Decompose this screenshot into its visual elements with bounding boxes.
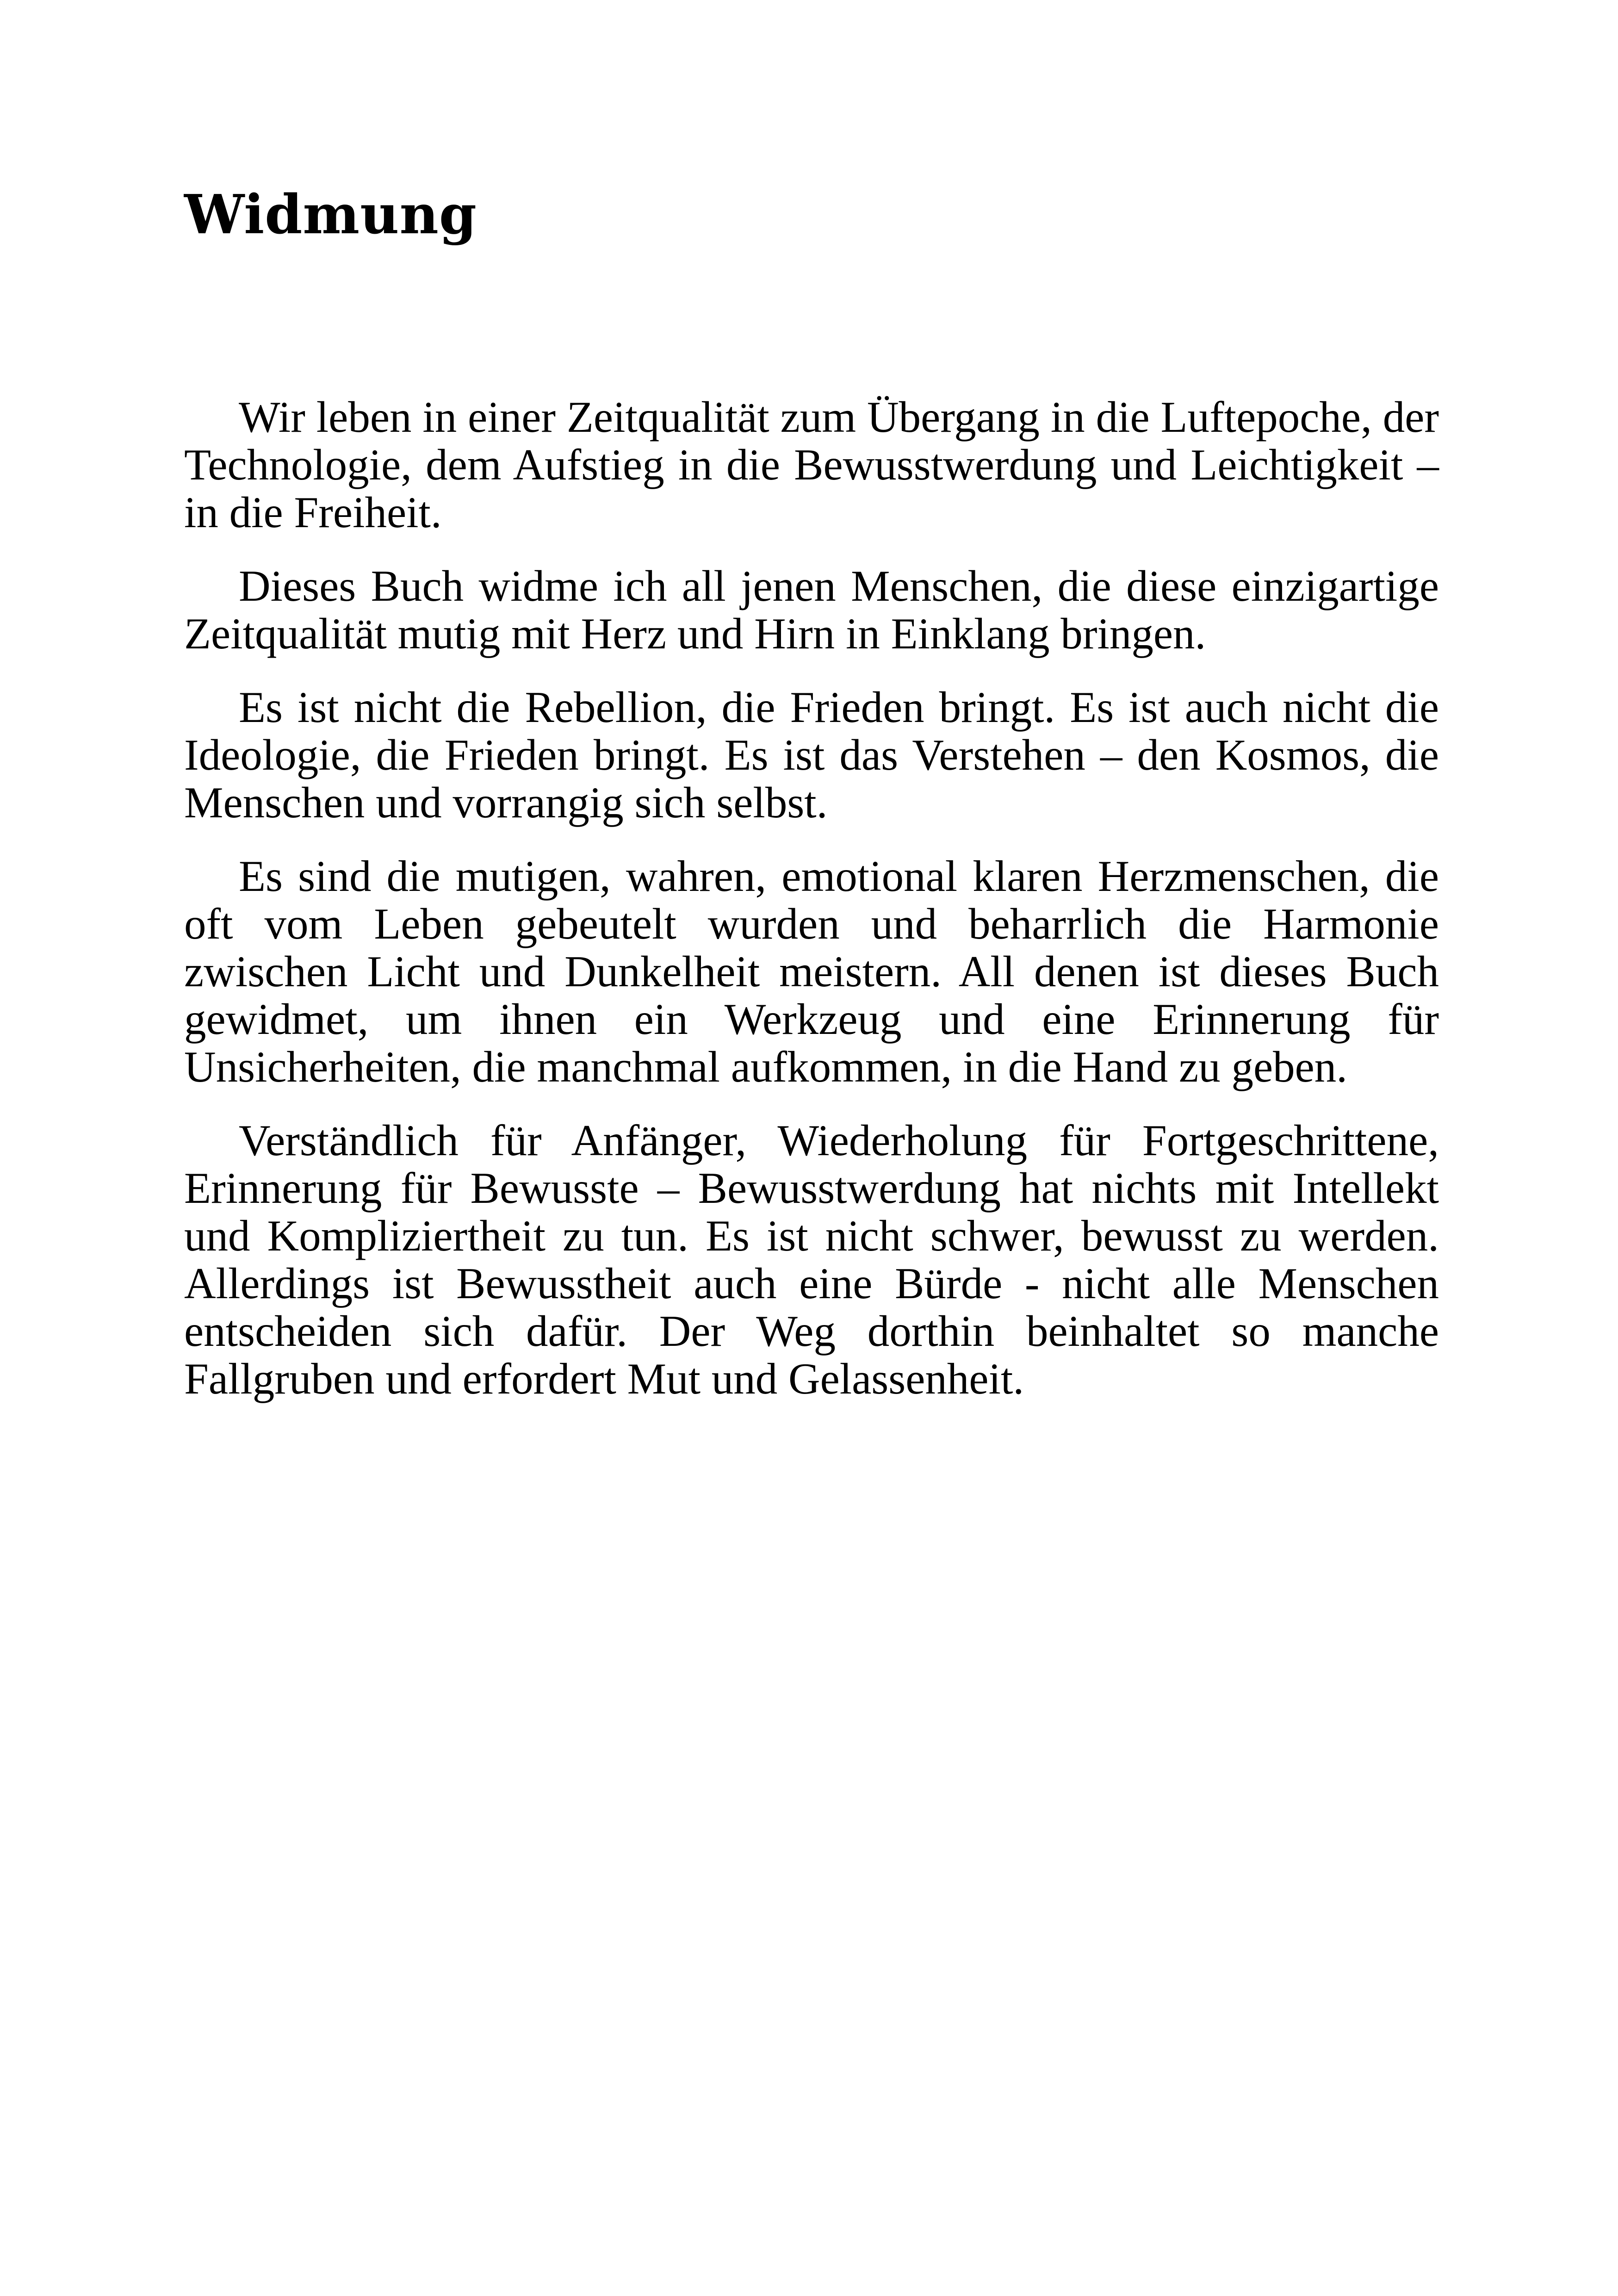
dedication-text [184, 393, 1439, 1429]
paragraph-2: Dieses Buch widme ich all jenen Menschen, die diese einzigartige Zeitqualität mutig mit Herz und Hirn in Einklang bringen. [184, 561, 1439, 658]
paragraph-1: Wir leben in einer Zeitqualität zum Übergang in die Luftepoche, der Technologie, dem Aufstieg in die Bewusstwerdung und Leichtigkeit – in die Freiheit. [184, 392, 1439, 537]
paragraph-4: Es sind die mutigen, wahren, emotional klaren Herzmenschen, die oft vom Leben gebeutelt wurden und beharrlich die Harmonie zwischen Licht und Dunkelheit meistern. All denen ist dieses Buch gewidmet, um ihnen ein Werkzeug und eine Erinnerung für Unsicherheiten, die manchmal aufkommen, in die Hand zu geben. [184, 852, 1439, 1091]
paragraph-3: Es ist nicht die Rebellion, die Frieden bringt. Es ist auch nicht die Ideologie, die Frieden bringt. Es ist das Verstehen – den Kosmos, die Menschen und vorrangig sich selbst. [184, 683, 1439, 827]
paragraph-5: Verständlich für Anfänger, Wiederholung für Fortgeschrittene, Erinnerung für Bewusste – Bewusstwerdung hat nichts mit Intellekt und Kompliziertheit zu tun. Es ist nicht schwer, bewusst zu werden. Allerdings ist Bewusstheit auch eine Bürde - nicht alle Menschen entscheiden sich dafür. Der Weg dorthin beinhaltet so manche Fallgruben und erfordert Mut und Gelassenheit. [184, 1116, 1439, 1403]
page-title: Widmung [184, 183, 477, 246]
